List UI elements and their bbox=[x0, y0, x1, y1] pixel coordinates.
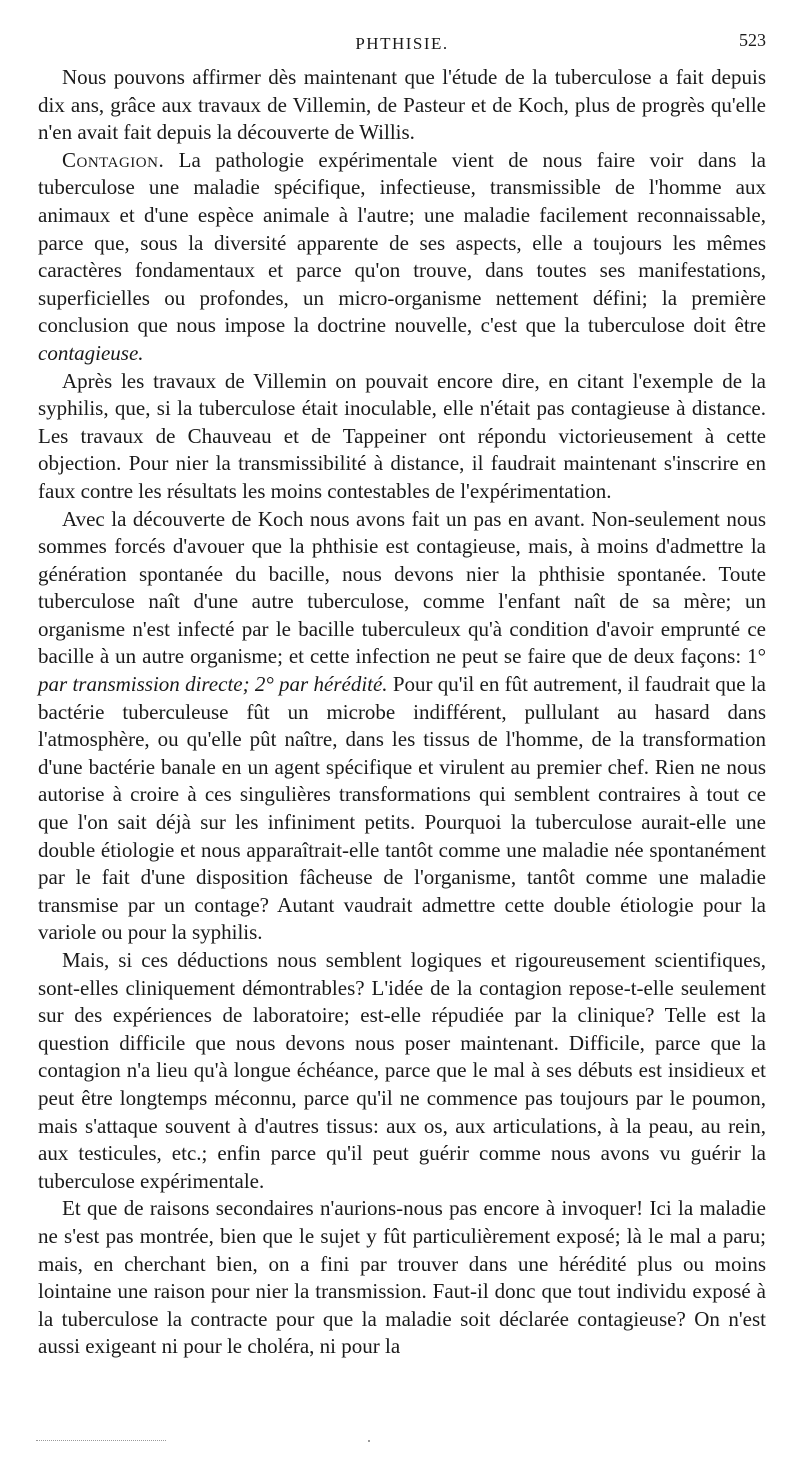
paragraph-raisons bbox=[38, 1195, 766, 1361]
footer-rule bbox=[36, 1440, 166, 1443]
section-lead-contagion: Contagion. bbox=[62, 147, 165, 172]
page-number: 523 bbox=[739, 30, 766, 50]
paragraph-text: La pathologie expérimentale vient de nous faire voir dans la tuberculose une maladie spécifique, infectieuse, transmissible de l'homme aux animaux et d'une espèce animale à l'autre; une maladie facilement reconnaissable, parce que, sous la diversité apparente de ses aspects, elle a toujours les mêmes caractères fondamentaux et parce qu'on trouve, dans toutes ses manifestations, superficielles ou profondes, un micro-organisme nettement défini; la première conclusion que nous impose la doctrine nouvelle, c'est que la tuberculose doit être bbox=[38, 147, 766, 338]
paragraph-clinique bbox=[38, 947, 766, 1195]
paragraph-text: Avec la découverte de Koch nous avons fait un pas en avant. Non-seulement nous sommes forcés d'avouer que la phthisie est contagieuse, mais, à moins d'admettre la génération spontanée du bacille, nous devons nier la phthisie spontanée. Toute tuberculose naît d'une autre tuberculose, comme l'enfant naît de sa mère; un organisme n'est infecté par le bacille tuberculeux qu'à condition d'avoir emprunté ce bacille à un autre organisme; et cette infection ne peut se faire que de deux façons: 1° bbox=[38, 506, 766, 669]
emphasis-text: contagieuse. bbox=[38, 340, 144, 365]
running-title: PHTHISIE. bbox=[355, 34, 449, 53]
paragraph-villemin bbox=[38, 368, 766, 506]
footer-dot bbox=[368, 1440, 370, 1442]
paragraph-text: Nous pouvons affirmer dès maintenant que l'étude de la tuberculose a fait depuis dix ans, grâce aux travaux de Villemin, de Pasteur et de Koch, plus de progrès qu'elle n'en avait fait depuis la découverte de Willis. bbox=[38, 65, 766, 145]
paragraph-koch bbox=[38, 506, 766, 948]
paragraph-text: Après les travaux de Villemin on pouvait encore dire, en citant l'exemple de la syphilis, que, si la tuberculose était inoculable, elle n'était pas contagieuse à distance. Les travaux de Chauveau et de Tappeiner ont répondu victorieusement à cette objection. Pour nier la transmissibilité à distance, il faudrait maintenant s'inscrire en faux contre les résultats les moins contestables de l'expérimentation. bbox=[38, 368, 766, 503]
paragraph-contagion bbox=[38, 147, 766, 368]
paragraph-text: Et que de raisons secondaires n'aurions-nous pas encore à invoquer! Ici la maladie ne s'est pas montrée, bien que le sujet y fût particulièrement exposé; là le mal a paru; mais, en cherchant bien, on a fini par trouver dans une hérédité plus ou moins lointaine une raison pour nier la transmission. Faut-il donc que tout individu exposé à la tuberculose la contracte pour que la maladie soit déclarée contagieuse? On n'est aussi exigeant ni pour le choléra, ni pour la bbox=[38, 1196, 766, 1359]
paragraph-intro bbox=[38, 64, 766, 147]
paragraph-text: Mais, si ces déductions nous semblent logiques et rigoureusement scientifiques, sont-elles cliniquement démontrables? L'idée de la contagion repose-t-elle seulement sur des expériences de laboratoire; est-elle répudiée par la clinique? Telle est la question difficile que nous devons nous poser maintenant. Difficile, parce que la contagion n'a lieu qu'à longue échéance, parce que le mal à ses débuts est insidieux et peut être longtemps méconnu, parce qu'il ne commence pas toujours par le poumon, mais s'attaque souvent à d'autres tissus: aux os, aux articulations, à la peau, au rein, aux testicules, etc.; enfin parce qu'il peut guérir comme nous avons vu guérir la tuberculose expérimentale. bbox=[38, 948, 766, 1193]
paragraph-text: Pour qu'il en fût autrement, il faudrait que la bactérie tuberculeuse fût un microbe indifférent, pullulant au hasard dans l'atmosphère, ou qu'elle pût naître, dans les tissus de l'homme, de la transformation d'une bactérie banale en un agent spécifique et virulent au premier chef. Rien ne nous autorise à croire à ces singulières transformations qui semblent contraires à tout ce que l'on sait déjà sur les infiniment petits. Pourquoi la tuberculose aurait-elle une double étiologie et nous apparaîtrait-elle tantôt comme une maladie née spontanément par le fait d'une disposition fâcheuse de l'organisme, tantôt comme une maladie transmise par un contage? Autant vaudrait admettre cette double étiologie pour la variole ou pour la syphilis. bbox=[38, 672, 766, 945]
running-head bbox=[38, 28, 766, 62]
emphasis-text: par transmission directe; 2° par hérédité. bbox=[38, 672, 388, 697]
body-text bbox=[38, 64, 766, 1361]
